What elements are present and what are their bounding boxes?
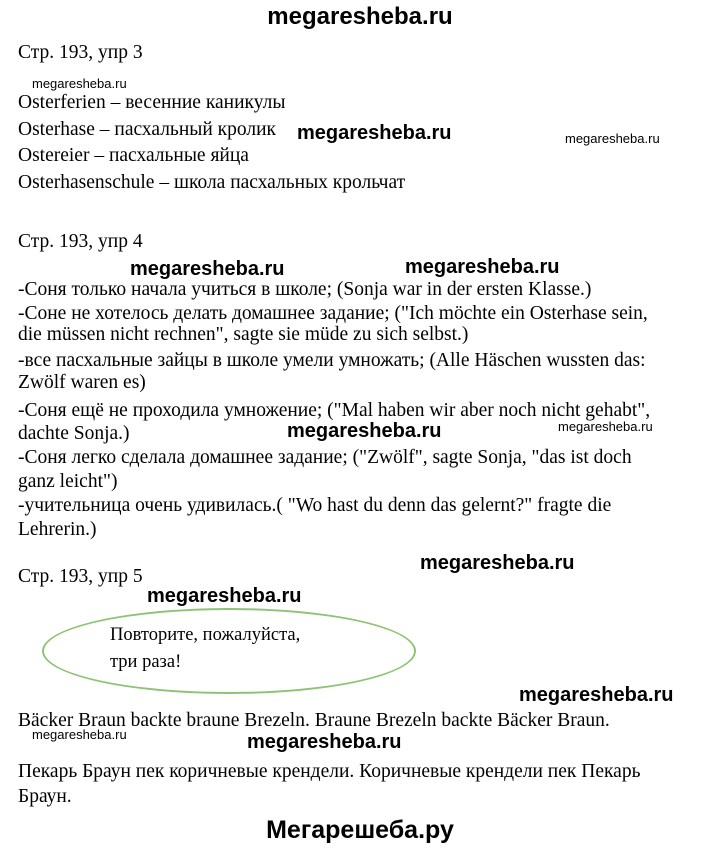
ex5-heading: Стр. 193, упр 5 [18, 566, 143, 587]
watermark-big: megaresheba.ru [247, 731, 402, 753]
bubble-line-1: Повторите, пожалуйста, [110, 625, 301, 645]
ex4-heading: Стр. 193, упр 4 [18, 231, 143, 252]
header-watermark: megaresheba.ru [267, 3, 453, 30]
ex5-russian-line-2: Браун. [18, 786, 72, 807]
ex3-line-1: Osterferien – весенние каникулы [18, 92, 286, 113]
ex4-line-11: Lehrerin.) [18, 519, 97, 540]
watermark-small: megaresheba.ru [565, 131, 660, 146]
ex5-german: Bäcker Braun backte braune Brezeln. Braune Brezeln backte Bäcker Braun. [18, 710, 610, 731]
ex4-line-4: -все пасхальные зайцы в школе умели умножать; (Alle Häschen wussten das: [18, 350, 646, 371]
ex4-line-1: -Соня только начала учиться в школе; (Sonja war in der ersten Klasse.) [18, 279, 592, 300]
speech-ellipse [42, 608, 416, 694]
ex3-line-3: Ostereier – пасхальные яйца [18, 145, 249, 166]
bubble-line-2: три раза! [110, 652, 182, 672]
watermark-big: megaresheba.ru [420, 552, 575, 574]
ex4-line-2: -Соне не хотелось делать домашнее задание; ("Ich möchte ein Osterhase sein, [18, 303, 648, 324]
ex4-line-5: Zwölf waren es) [18, 372, 146, 393]
ex3-line-4: Osterhasenschule – школа пасхальных крольчат [18, 172, 406, 193]
ex4-line-7: dachte Sonja.) [18, 423, 130, 444]
watermark-big: megaresheba.ru [519, 684, 674, 706]
ex4-line-8: -Соня легко сделала домашнее задание; ("Zwölf", sagte Sonja, "das ist doch [18, 447, 632, 468]
watermark-small: megaresheba.ru [32, 727, 127, 742]
watermark-big: megaresheba.ru [130, 258, 285, 280]
ex4-line-10: -учительница очень удивилась.( "Wo hast du denn das gelernt?" fragte die [18, 495, 612, 516]
ex4-line-9: ganz leicht") [18, 471, 118, 492]
watermark-big: megaresheba.ru [287, 420, 442, 442]
footer-watermark: Мегарешеба.ру [266, 816, 454, 844]
watermark-big: megaresheba.ru [405, 256, 560, 278]
watermark-small: megaresheba.ru [32, 76, 127, 91]
ex4-line-3: die müssen nicht rechnen", sagte sie müde zu sich selbst.) [18, 324, 469, 345]
watermark-big: megaresheba.ru [147, 585, 302, 607]
watermark-big: megaresheba.ru [297, 122, 452, 144]
ex5-russian-line-1: Пекарь Браун пек коричневые крендели. Коричневые крендели пек Пекарь [18, 761, 641, 782]
ex4-line-6: -Соня ещё не проходила умножение; ("Mal haben wir aber noch nicht gehabt", [18, 400, 651, 421]
ex3-heading: Стр. 193, упр 3 [18, 42, 143, 63]
ex3-line-2: Osterhase – пасхальный кролик [18, 119, 277, 140]
watermark-small: megaresheba.ru [558, 419, 653, 434]
